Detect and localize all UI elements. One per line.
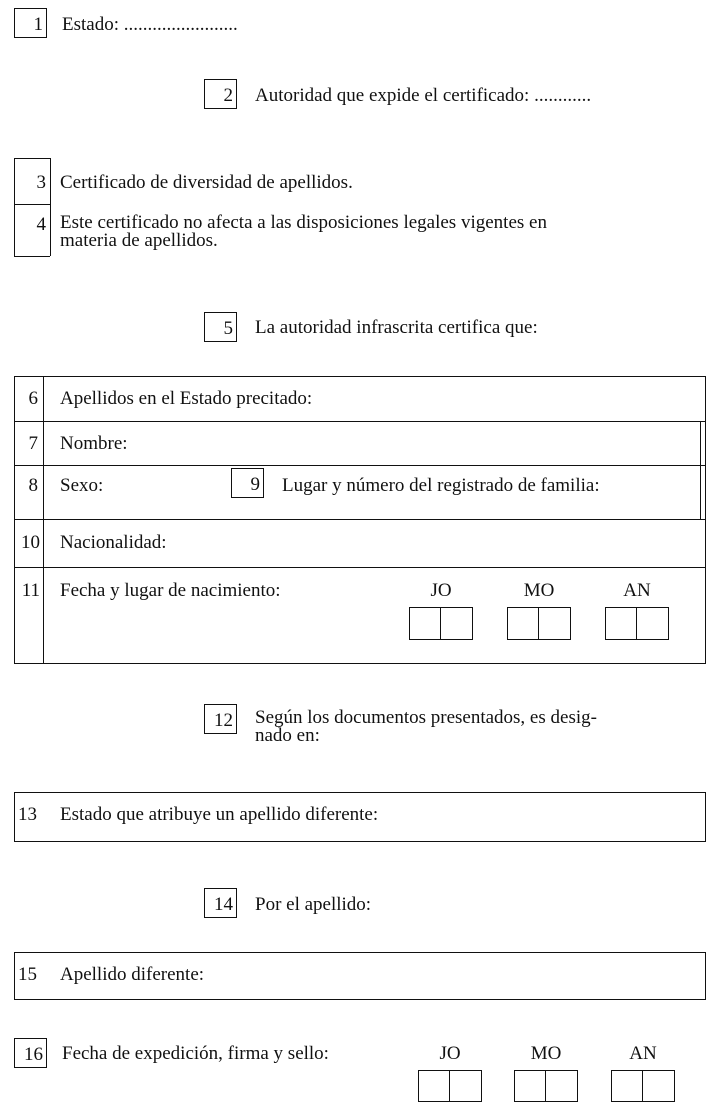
bracket-3-4: [14, 158, 15, 256]
different-surname-state-label: Estado que atribuye un apellido diferente:: [60, 804, 379, 825]
table-right-inner: [700, 421, 701, 519]
birth-month-box-1[interactable]: [507, 607, 539, 640]
issuing-authority-label: [255, 85, 591, 107]
field-number-1: 1: [14, 8, 47, 38]
certifies-that-label: La autoridad infrascrita certifica que:: [255, 317, 538, 338]
issue-month-box-1[interactable]: [514, 1070, 546, 1102]
birth-month-label: MO: [523, 580, 555, 601]
birth-year-box-1[interactable]: [605, 607, 637, 640]
issuing-authority-input-dots[interactable]: ............: [534, 85, 592, 106]
issue-date-signature-stamp-label: Fecha de expedición, firma y sello:: [62, 1043, 329, 1064]
birth-day-box-1[interactable]: [409, 607, 441, 640]
issue-day-box-1[interactable]: [418, 1070, 450, 1102]
field-number-4: 4: [36, 214, 46, 235]
field-number-5: 5: [204, 312, 237, 342]
legal-disclaimer-line-1: Este certificado no afecta a las disposiciones legales vigentes en: [60, 212, 547, 233]
field-number-14: 14: [204, 888, 237, 918]
field-number-3: 3: [36, 172, 46, 193]
legal-disclaimer-line-2: materia de apellidos.: [60, 230, 218, 251]
table-number-column-divider: [43, 376, 44, 664]
row-divider-7-8: [14, 465, 706, 466]
state-input-dots[interactable]: ........................: [123, 14, 238, 35]
field-number-16: 16: [14, 1038, 47, 1068]
different-surname-label: Apellido diferente:: [60, 964, 205, 985]
field-number-13: 13: [18, 804, 37, 825]
field-number-11: 11: [21, 580, 40, 601]
issue-year-box-1[interactable]: [611, 1070, 643, 1102]
issue-day-label: JO: [439, 1043, 461, 1064]
field-number-12: 12: [204, 704, 237, 734]
designated-in-line-1: Según los documentos presentados, es desig-: [255, 707, 597, 728]
birth-year-label: AN: [623, 580, 651, 601]
birth-year-box-2[interactable]: [636, 607, 669, 640]
birth-month-box-2[interactable]: [538, 607, 571, 640]
first-name-label[interactable]: Nombre:: [60, 433, 128, 454]
by-surname-label: Por el apellido:: [255, 894, 372, 915]
bracket-bottom: [14, 256, 50, 257]
issuing-authority-label-text: Autoridad que expide el certificado:: [255, 85, 530, 106]
issue-year-label: AN: [629, 1043, 657, 1064]
row-divider-10-11: [14, 567, 706, 568]
issue-year-box-2[interactable]: [642, 1070, 675, 1102]
designated-in-line-2: nado en:: [255, 725, 320, 746]
issue-day-box-2[interactable]: [449, 1070, 482, 1102]
field-number-9: 9: [231, 468, 264, 498]
birth-day-box-2[interactable]: [440, 607, 473, 640]
surname-diversity-title: Certificado de diversidad de apellidos.: [60, 172, 353, 193]
person-data-table: [14, 376, 706, 664]
surnames-label[interactable]: Apellidos en el Estado precitado:: [60, 388, 313, 409]
family-register-label[interactable]: Lugar y número del registrado de familia:: [282, 475, 600, 496]
row-divider-8-10: [14, 519, 706, 520]
row-divider-6-7: [14, 421, 706, 422]
bracket-top: [14, 158, 50, 159]
bracket-divider: [14, 204, 50, 205]
birth-day-label: JO: [430, 580, 452, 601]
state-label-text: Estado:: [62, 14, 119, 35]
field-number-7: 7: [28, 433, 38, 454]
field-number-15: 15: [18, 964, 37, 985]
issue-month-box-2[interactable]: [545, 1070, 578, 1102]
sex-label[interactable]: Sexo:: [60, 475, 104, 496]
state-label: [62, 14, 238, 36]
issue-month-label: MO: [530, 1043, 562, 1064]
field-number-6: 6: [28, 388, 38, 409]
nationality-label[interactable]: Nacionalidad:: [60, 532, 167, 553]
field-number-8: 8: [28, 475, 38, 496]
birth-date-place-label: Fecha y lugar de nacimiento:: [60, 580, 281, 601]
field-number-10: 10: [21, 532, 40, 553]
field-number-2: 2: [204, 79, 237, 109]
bracket-right: [50, 158, 51, 256]
